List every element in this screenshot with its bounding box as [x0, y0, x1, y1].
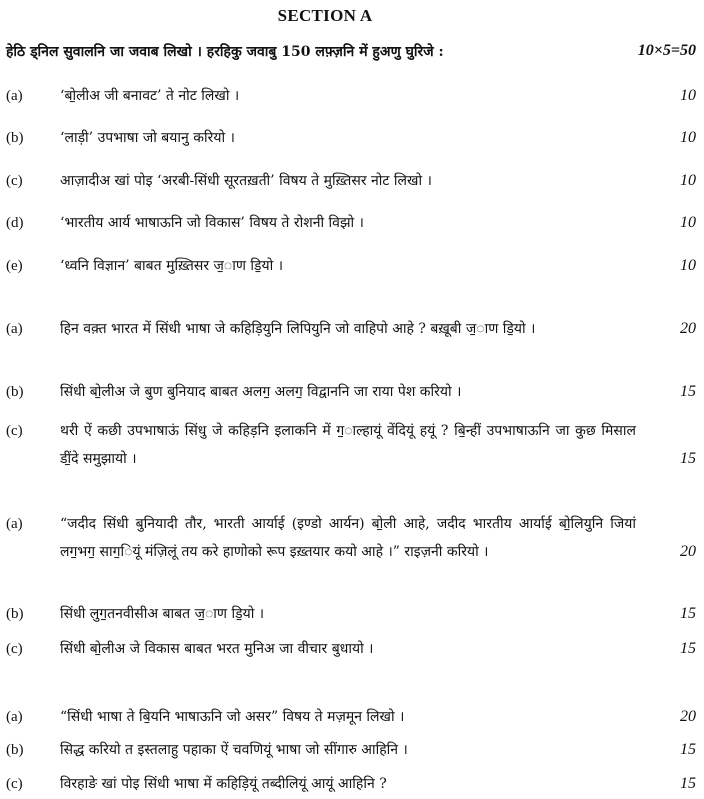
question-text: ‘भारतीय आर्य भाषाऊनि जो विकास’ विषय ते रोशनी विझो । — [60, 215, 364, 231]
question-text: ‘बो॒लीअ जी बनावट’ ते नोट लिखो । — [60, 88, 240, 104]
question-text: आज़ादीअ खां पोइ ‘अरबी-सिंधी सूरतख़ती’ विषय ते मुख़्तिसर नोट लिखो । — [60, 173, 432, 189]
question-2a — [6, 315, 696, 343]
question-1d — [6, 209, 696, 237]
question-text: सिंधी लुग॒तनवीसीअ बाबत ज॒ाण डि॒यो । — [60, 606, 265, 622]
question-label: (b) — [6, 606, 24, 622]
question-marks: 15 — [680, 383, 696, 400]
question-label: (a) — [6, 321, 23, 337]
question-text: थरी ऐं कछी उपभाषाऊं सिंधु जे कहिड़नि इलाकनि में ग॒ाल्हायूं वेंदियूं हयूं ? बि॒न्हीं उपभाषाऊनि जा कुछ मिसाल डीं॒दे समुझायो । — [60, 423, 636, 467]
question-marks: 15 — [680, 640, 696, 657]
question-1e — [6, 252, 696, 280]
question-label: (a) — [6, 516, 23, 532]
question-text: ‘लाड़ी’ उपभाषा जो बयानु करियो । — [60, 130, 235, 146]
question-label: (b) — [6, 742, 24, 758]
question-marks: 15 — [680, 741, 696, 758]
question-text: सिद्ध करियो त इस्तलाहु पहाका ऐं चवणियूं भाषा जो सींगारु आहिनि । — [60, 742, 408, 758]
question-text: सिंधी बो॒लीअ जे विकास बाबत भरत मुनिअ जा वीचार बुधायो । — [60, 641, 374, 657]
question-3a — [6, 510, 696, 566]
instruction — [6, 42, 696, 61]
question-marks: 15 — [680, 775, 696, 792]
question-label: (c) — [6, 776, 23, 792]
section-title: SECTION A — [277, 6, 373, 25]
question-text: ‘ध्वनि विज्ञान’ बाबत मुख़्तिसर ज॒ाण डि॒यो । — [60, 258, 284, 274]
question-label: (b) — [6, 384, 24, 400]
question-marks: 10 — [680, 172, 696, 189]
question-marks: 10 — [680, 257, 696, 274]
question-3c — [6, 635, 696, 663]
question-text: “जदीद सिंधी बुनियादी तौर, भारती आर्याई (इण्डो आर्यन) बो॒ली आहे, जदीद भारतीय आर्याई बो॒लियुनि जियां लग॒भग॒ साग॒ियूं मंज़िलूं तय करे हाणोको रूप इख़्तयार कयो आहे ।” राइज़नी करियो । — [60, 516, 636, 560]
instruction-marks: 10×5=50 — [637, 42, 696, 59]
question-label: (d) — [6, 215, 24, 231]
question-text: “सिंधी भाषा ते बि॒यनि भाषाऊनि जो असर” विषय ते मज़मून लिखो । — [60, 709, 405, 725]
question-4a — [6, 703, 696, 731]
question-4b — [6, 736, 696, 764]
question-label: (c) — [6, 641, 23, 657]
question-1a — [6, 82, 696, 110]
question-label: (e) — [6, 258, 23, 274]
question-text: विरहाङे खां पोइ सिंधी भाषा में कहिड़ियूं तब्दीलियूं आयूं आहिनि ? — [60, 776, 387, 792]
question-label: (a) — [6, 709, 23, 725]
question-1b — [6, 124, 696, 152]
question-marks: 15 — [680, 605, 696, 622]
instruction-text: हेठि ड्निल सुवालनि जा जवाब लिखो । हरहिकु जवाबु 150 लफ़्ज़नि में हुअणु घुरिजे : — [6, 44, 444, 60]
question-4c — [6, 770, 696, 798]
question-label: (b) — [6, 130, 24, 146]
question-text: सिंधी बो॒लीअ जे बुण बुनियाद बाबत अलग॒ अलग॒ विद्वाननि जा राया पेश करियो । — [60, 384, 462, 400]
question-label: (a) — [6, 88, 23, 104]
question-marks: 20 — [680, 708, 696, 725]
question-marks: 20 — [680, 543, 696, 560]
question-marks: 10 — [680, 214, 696, 231]
question-2b — [6, 378, 696, 406]
question-marks: 10 — [680, 129, 696, 146]
question-marks: 15 — [680, 450, 696, 467]
question-marks: 20 — [680, 320, 696, 337]
question-2c — [6, 417, 696, 473]
question-label: (c) — [6, 173, 23, 189]
question-marks: 10 — [680, 87, 696, 104]
question-label: (c) — [6, 423, 23, 439]
question-text: हिन वक़्त भारत में सिंधी भाषा जे कहिड़ियुनि लिपियुनि जो वाहिपो आहे ? बख़ूबी ज॒ाण डि॒यो । — [60, 321, 536, 337]
question-1c — [6, 167, 696, 195]
question-3b — [6, 600, 696, 628]
